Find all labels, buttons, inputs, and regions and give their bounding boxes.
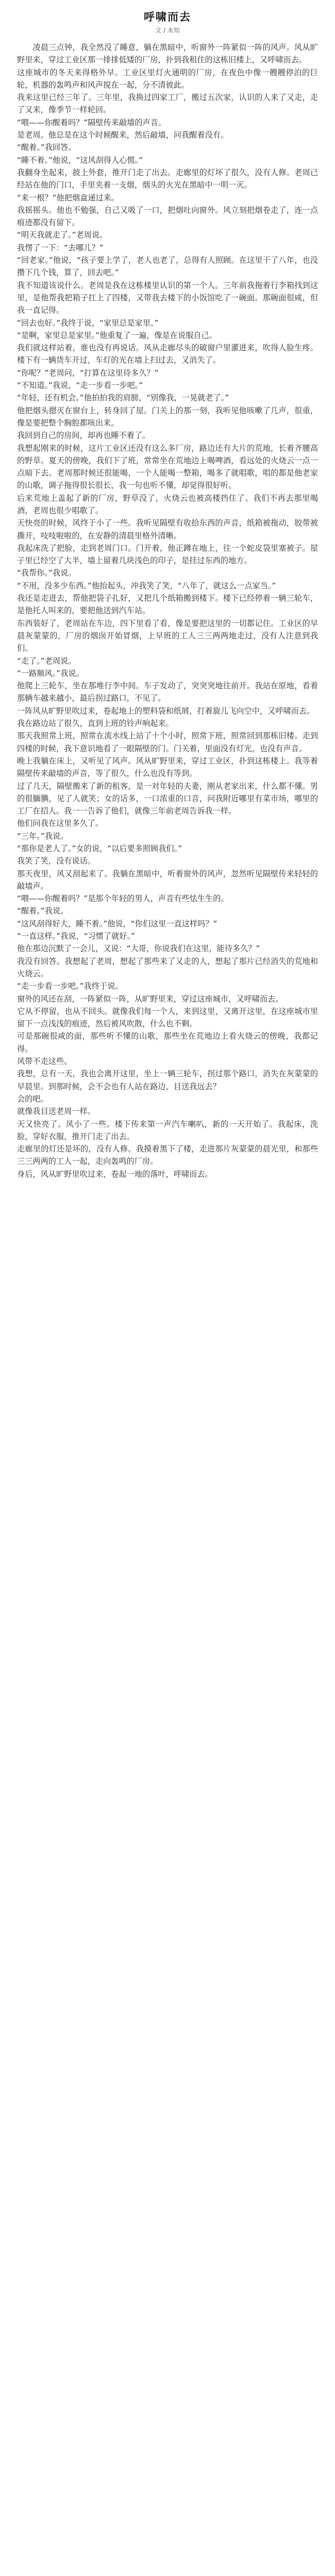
article-body: 凌晨三点钟，我全然没了睡意，躺在黑暗中，听窗外一阵紧似一阵的风声。风从旷野里来，穿过工业区那一排排低矮的厂房，扑到我租住的这栋旧楼上，又呼啸而去。 这座城市的冬天来得格外早。工业区里灯火通明的厂房，在夜色中像一艘艘停泊的巨轮，机器的轰鸣声和风声搅在一起，分不清彼此。 我来这里已经三年了。三年里，我换过四家工厂，搬过五次家，认识的人来了又走，走了又来，像季节一样轮回。 “喂——你醒着吗？”隔壁传来敲墙的声音。 是老周。他总是在这个时候醒来，然后敲墙，问我醒着没有。 “醒着。”我回答。 “睡不着。”他说，“这风刮得人心慌。” 我翻身坐起来，披上外套，推开门走了出去。走廊里的灯坏了很久，没有人修。老周已经站在他的门口，手里夹着一支烟，烟头的火光在黑暗中一明一灭。 “来一根？”他把烟盒递过来。 我摇摇头。他也不勉强，自己又吸了一口，把烟吐向窗外。风立刻把烟卷走了，连一点痕迹都没有留下。 “明天我就走了。”老周说。 我愣了一下：“去哪儿？” “回老家。”他说，“孩子要上学了，老人也老了，总得有人照顾。在这里干了八年，也没攒下几个钱，算了，回去吧。” 我不知道该说什么。老周是我在这栋楼里认识的第一个人。三年前我拖着行李箱找到这里，是他帮我把箱子扛上了四楼，又带我去楼下的小饭馆吃了一碗面。那碗面很咸，但我一直记得。 “回去也好。”我终于说，“家里总是家里。” “是啊，家里总是家里。”他重复了一遍，像是在说服自己。 我们就这样站着，谁也没有再说话。风从走廊尽头的破窗户里灌进来，吹得人脸生疼。楼下有一辆货车开过，车灯的光在墙上扫过去，又消失了。 “你呢？”老周问，“打算在这里待多久？” “不知道。”我说，“走一步看一步吧。” “年轻，还有机会。”他拍拍我的肩膀，“别像我，一晃就老了。” 他把烟头摁灭在窗台上，转身回了屋。门关上的那一刻，我听见他咳嗽了几声，很重，像是要把整个胸腔都咳出来。 我回到自己的房间，却再也睡不着了。 我想起刚来的时候，这片工业区还没有这么多厂房，路边还有大片的荒地，长着齐腰高的野草。夏天的傍晚，我们下了班，常常坐在荒地边上喝啤酒，看远处的火烧云一点一点暗下去。老周那时候还很能喝，一个人能喝一整箱，喝多了就唱歌，唱的都是他老家的山歌，调子拖得很长很长，我一句也听不懂，却觉得很好听。 后来荒地上盖起了新的厂房，野草没了，火烧云也被高楼挡住了。我们不再去那里喝酒，老周也很少唱歌了。 天快亮的时候，风终于小了一些。我听见隔壁有收拾东西的声音，纸箱被拖动，胶带被撕开，吱吱啦啦的，在安静的清晨里格外清晰。 我起床洗了把脸，走到老周门口。门开着，他正蹲在地上，往一个蛇皮袋里塞被子。屋子里已经空了大半，墙上留着几块浅色的印子，是挂过东西的地方。 “我帮你。”我说。 “不用，没多少东西。”他抬起头，冲我笑了笑，“八年了，就这么一点家当。” 我还是走进去，帮他把袋子扎好，又把几个纸箱搬到楼下。楼下已经停着一辆三轮车，是他托人叫来的，要把他送到汽车站。 东西装好了，老周站在车边，四下里看了看，像是要把这里的一切都记住。工业区的早晨灰蒙蒙的，厂房的烟囱开始冒烟，上早班的工人三三两两地走过，没有人注意到我们。 “走了。”老周说。 “一路顺风。”我说。 他爬上三轮车，坐在那堆行李中间。车子发动了，突突突地往前开。我站在原地，看着那辆车越来越小，最后拐过路口，不见了。 一阵风从旷野里吹过来，卷起地上的塑料袋和纸屑，打着旋儿飞向空中，又呼啸而去。 我在路边站了很久，直到上班的铃声响起来。 那天我照常上班，照常在流水线上站了十个小时，照常下班，照常回到那栋旧楼。走到四楼的时候，我下意识地看了一眼隔壁的门。门关着，里面没有灯光，也没有声音。 晚上我躺在床上，又听见了风声。风从旷野里来，穿过工业区，扑到这栋楼上。我等着隔壁传来敲墙的声音，等了很久，什么也没有等到。 过了几天，隔壁搬来了新的租客，是一对年轻的夫妻，刚从老家出来，什么都不懂。男的很腼腆，见了人就笑；女的话多，一口浓重的口音，问我附近哪里有菜市场，哪里的工厂在招人。我一一告诉了他们，就像三年前老周告诉我一样。 他们问我在这里多久了。 “三年。”我说。 “那你是老人了。”女的说，“以后要多照顾我们。” 我笑了笑，没有说话。 那天夜里，风又刮起来了。我躺在黑暗中，听着窗外的风声，忽然听见隔壁传来轻轻的敲墙声。 “喂——你醒着吗？”是那个年轻的男人，声音有些怯生生的。 “醒着。”我说。 “这风刮得好大，睡不着。”他说，“你们这里一直这样吗？” “一直这样。”我说，“习惯了就好。” 他在那边沉默了一会儿，又说：“大哥，你说我们在这里，能待多久？” 我没有回答。我想起了老周，想起了那些来了又走的人，想起了那片已经消失的荒地和火烧云。 “走一步看一步吧。”我终于说。 窗外的风还在刮，一阵紧似一阵，从旷野里来，穿过这座城市，又呼啸而去。 它从不停留，也从不回头。就像我们每一个人，来到这里，又离开这里，在这座城市里留下一点浅浅的痕迹，然后被风吹散，什么也不剩。 可是那碗很咸的面，那些听不懂的山歌，那些坐在荒地边上看火烧云的傍晚，我都记得。 风带不走这些。 我想，总有一天，我也会离开这里，坐上一辆三轮车，拐过那个路口，消失在灰蒙蒙的早晨里。到那时候，会不会也有人站在路边，目送我远去？ 会的吧。 就像我目送老周一样。 天又快亮了。风小了一些。楼下传来第一声汽车喇叭，新的一天开始了。我起床，洗脸，穿好衣服，推开门走了出去。 走廊里的灯还是坏的，没有人修。我摸着黑下了楼，走进那片灰蒙蒙的晨光里，和那些三三两两的工人一起，走向轰鸣的厂房。 身后，风从旷野里吹过来，卷起一地的落叶，呼啸而去。 xyxy=(17,43,318,1179)
article-author: 文 / 未知 xyxy=(155,27,180,34)
article-title: 呼啸而去 xyxy=(144,11,191,23)
